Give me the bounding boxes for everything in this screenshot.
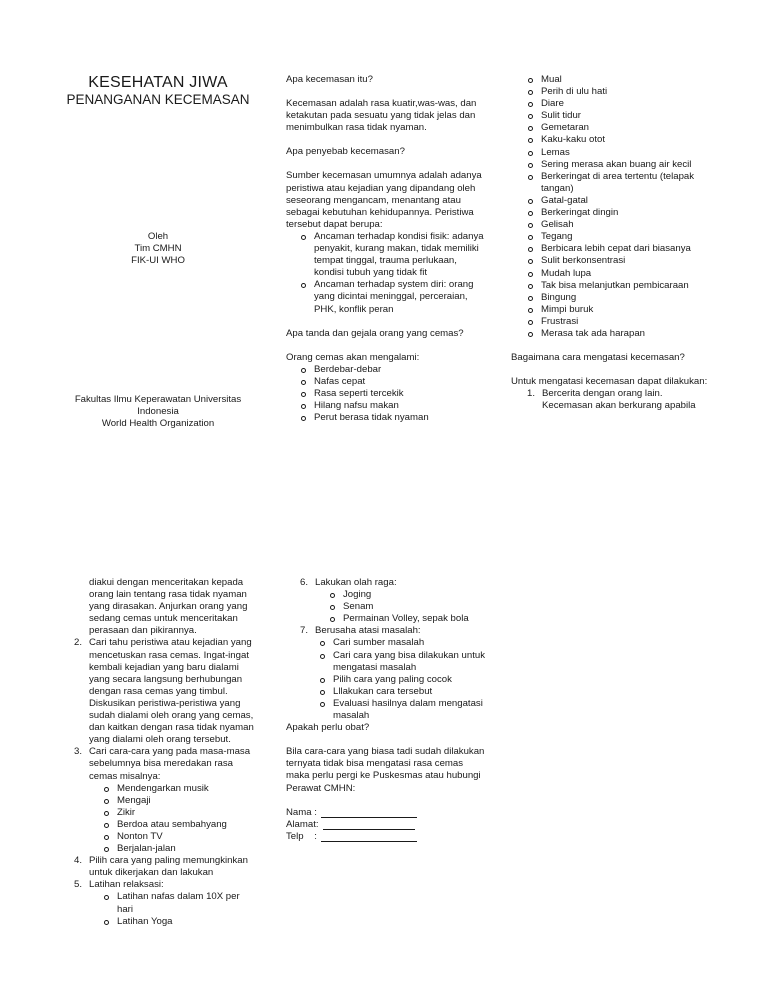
symptom-list-continued xyxy=(511,74,711,340)
list-item: Gatal-gatal xyxy=(525,195,711,207)
author-name: Tim CMHN xyxy=(134,243,182,255)
list-item: Cari sumber masalah xyxy=(317,637,486,649)
list-item xyxy=(74,855,258,879)
coping-steps-final xyxy=(286,577,486,722)
list-item: Evaluasi hasilnya dalam mengatasi masalah xyxy=(317,698,486,722)
step-number: 3. xyxy=(74,746,83,758)
sub-list xyxy=(327,589,486,625)
phone-line xyxy=(321,831,417,842)
answer-cause: Sumber kecemasan umumnya adalah adanya peristiwa atau kejadian yang dipandang oleh seseorang mengancam, menantang atau sebagai kebutuhan kehidupannya. Peristiwa tersebut dapat berupa: xyxy=(286,170,482,230)
cover-column xyxy=(60,74,256,431)
list-item: Senam xyxy=(327,601,486,613)
list-item: Sering merasa akan buang air kecil xyxy=(525,159,711,171)
list-item: Nonton TV xyxy=(101,831,258,843)
list-item: Gelisah xyxy=(525,219,711,231)
name-line xyxy=(321,807,417,818)
phone-field xyxy=(286,831,486,843)
list-item: Berkeringat di area tertentu (telapak tangan) xyxy=(525,171,711,195)
address-field xyxy=(286,819,486,831)
list-item: Ancaman terhadap system diri: orang yang dicintai meninggal, perceraian, PHK, konflik peran xyxy=(298,279,486,315)
by-label: Oleh xyxy=(147,231,169,242)
list-item xyxy=(300,577,486,625)
list-item: Mengaji xyxy=(101,795,258,807)
step-number: 4. xyxy=(74,855,83,867)
list-item: Permainan Volley, sepak bola xyxy=(327,613,486,625)
column-two xyxy=(286,74,486,424)
list-item xyxy=(74,746,258,855)
list-item: Diare xyxy=(525,98,711,110)
step-text: Berusaha atasi masalah: xyxy=(315,625,421,637)
list-item: Kaku-kaku otot xyxy=(525,134,711,146)
list-item: Berdebar-debar xyxy=(298,364,486,376)
leaflet-subtitle: PENANGANAN KECEMASAN xyxy=(66,92,250,107)
question-medication: Apakah perlu obat? xyxy=(286,722,370,734)
list-item: Perut berasa tidak nyaman xyxy=(298,412,486,424)
organization-name: World Health Organization xyxy=(101,418,215,430)
symptoms-intro: Orang cemas akan mengalami: xyxy=(286,351,420,363)
step-number: 2. xyxy=(74,637,83,649)
name-field xyxy=(286,807,486,819)
column-four xyxy=(74,577,258,928)
question-symptoms: Apa tanda dan gejala orang yang cemas? xyxy=(286,327,464,339)
name-label: Nama : xyxy=(286,806,317,818)
answer-medication: Bila cara-cara yang biasa tadi sudah dilakukan ternyata tidak bisa mengatasi rasa cemas maka perlu pergi ke Puskesmas atau hubungi Perawat CMHN: xyxy=(286,746,485,794)
step-text: Cari cara-cara yang pada masa-masa sebelumnya bisa meredakan rasa cemas misalnya: xyxy=(89,746,251,782)
author-block xyxy=(60,231,256,267)
question-how-to-cope: Bagaimana cara mengatasi kecemasan? xyxy=(511,352,685,364)
coping-steps-continued xyxy=(74,637,258,927)
step-text: Lakukan olah raga: xyxy=(315,577,397,588)
list-item: Gemetaran xyxy=(525,122,711,134)
coping-intro: Untuk mengatasi kecemasan dapat dilakukan: xyxy=(511,376,708,388)
address-label: Alamat: xyxy=(286,818,319,830)
list-item: Berjalan-jalan xyxy=(101,843,258,855)
address-line xyxy=(323,819,415,830)
list-item: Sulit berkonsentrasi xyxy=(525,255,711,267)
question-what-is-anxiety: Apa kecemasan itu? xyxy=(286,74,373,85)
column-three xyxy=(511,74,711,412)
list-item xyxy=(74,637,258,746)
phone-label: Telp : xyxy=(286,830,317,842)
list-item: Berbicara lebih cepat dari biasanya xyxy=(525,243,711,255)
step-number: 5. xyxy=(74,879,83,891)
contact-form xyxy=(286,807,486,843)
list-item: Hilang nafsu makan xyxy=(298,400,486,412)
list-item: Perih di ulu hati xyxy=(525,86,711,98)
list-item: Lllakukan cara tersebut xyxy=(317,686,486,698)
list-item xyxy=(300,625,486,722)
coping-steps xyxy=(511,388,711,412)
list-item: Frustrasi xyxy=(525,316,711,328)
step-text: Latihan relaksasi: xyxy=(89,879,164,891)
list-item: Cari cara yang bisa dilakukan untuk mengatasi masalah xyxy=(317,650,486,674)
list-item: Ancaman terhadap kondisi fisik: adanya penyakit, kurang makan, tidak memiliki tempat tinggal, trauma perlukaan, kondisi tubuh yang tidak fit xyxy=(298,231,486,279)
list-item xyxy=(74,879,258,927)
list-item: Berdoa atau sembahyang xyxy=(101,819,258,831)
list-item xyxy=(527,388,711,412)
list-item: Bingung xyxy=(525,292,711,304)
list-item: Mimpi buruk xyxy=(525,304,711,316)
step-text: Pilih cara yang paling memungkinkan untuk dikerjakan dan lakukan xyxy=(89,855,248,879)
list-item: Nafas cepat xyxy=(298,376,486,388)
sub-list xyxy=(101,783,258,856)
question-cause: Apa penyebab kecemasan? xyxy=(286,146,405,158)
author-affiliation: FIK-UI WHO xyxy=(131,255,185,267)
list-item: Berkeringat dingin xyxy=(525,207,711,219)
list-item: Joging xyxy=(327,589,486,601)
list-item: Rasa seperti tercekik xyxy=(298,388,486,400)
list-item: Merasa tak ada harapan xyxy=(525,328,711,340)
list-item: Zikir xyxy=(101,807,258,819)
list-item: Lemas xyxy=(525,147,711,159)
step-number: 1. xyxy=(527,388,536,400)
sub-list xyxy=(317,637,486,722)
step-number: 7. xyxy=(300,625,309,637)
list-item: Latihan nafas dalam 10X per hari xyxy=(101,891,258,915)
answer-what-is-anxiety: Kecemasan adalah rasa kuatir,was-was, dan ketakutan pada sesuatu yang tidak jelas dan menimbulkan rasa tidak nyaman. xyxy=(286,98,477,134)
list-item: Mendengarkan musik xyxy=(101,783,258,795)
faculty-line1: Fakultas Ilmu Keperawatan Universitas xyxy=(74,394,242,406)
step-number: 6. xyxy=(300,577,309,588)
step-text: Cari tahu peristiwa atau kejadian yang mencetuskan rasa cemas. Ingat-ingat kembali kejadian yang baru dialami yang secara langsung berhubungan dengan rasa cemas yang timbul. Diskusikan peristiwa-peristiwa yang sudah dialami oleh orang yang cemas, dan kaitkan dengan rasa tidak nyaman yang dialami oleh orang tersebut. xyxy=(89,637,254,746)
list-item: Latihan Yoga xyxy=(101,916,258,928)
step-text: Bercerita dengan orang lain. Kecemasan akan berkurang apabila xyxy=(542,388,696,412)
sub-list xyxy=(101,891,258,927)
faculty-line2: Indonesia xyxy=(137,406,179,418)
cause-list xyxy=(286,231,486,316)
column-five xyxy=(286,577,486,843)
leaflet-title: KESEHATAN JIWA xyxy=(88,74,228,91)
step1-continuation: diakui dengan menceritakan kepada orang lain tentang rasa tidak nyaman yang dirasakan. Anjurkan orang yang sedang cemas untuk menceritakan perasaan dan pikirannya. xyxy=(89,577,248,637)
list-item: Mual xyxy=(525,74,711,86)
symptom-list xyxy=(286,364,486,424)
institution-block xyxy=(60,394,256,430)
list-item: Tak bisa melanjutkan pembicaraan xyxy=(525,280,711,292)
list-item: Tegang xyxy=(525,231,711,243)
list-item: Sulit tidur xyxy=(525,110,711,122)
list-item: Pilih cara yang paling cocok xyxy=(317,674,486,686)
list-item: Mudah lupa xyxy=(525,268,711,280)
